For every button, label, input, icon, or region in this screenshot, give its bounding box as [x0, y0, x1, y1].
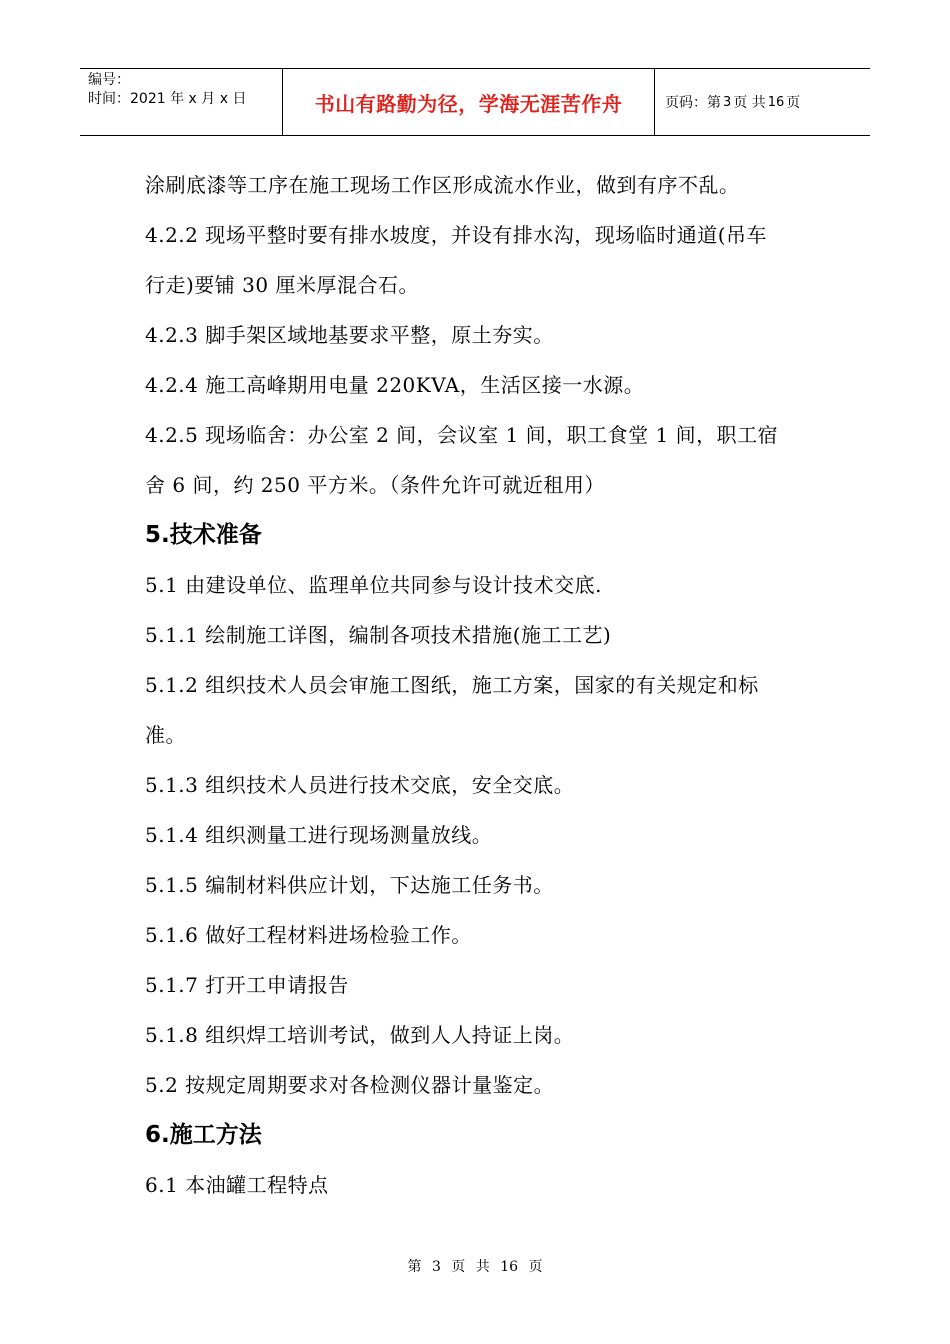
paragraph-line: 5.1.5 编制材料供应计划，下达施工任务书。	[145, 873, 554, 897]
page-total: 16	[767, 94, 785, 110]
page-label-prefix: 页码：第	[665, 95, 721, 111]
paragraph-line: 5.1 由建设单位、监理单位共同参与设计技术交底.	[145, 573, 603, 597]
page-current: 3	[723, 94, 732, 110]
paragraph-line: 4.2.2 现场平整时要有排水坡度，并设有排水沟，现场临时通道(吊车	[145, 223, 768, 247]
paragraph-line: 4.2.5 现场临舍：办公室 2 间，会议室 1 间，职工食堂 1 间，职工宿	[145, 423, 779, 447]
paragraph-line: 4.2.4 施工高峰期用电量 220KVA，生活区接一水源。	[145, 373, 645, 397]
section-heading-6: 6.施工方法	[145, 1122, 262, 1148]
paragraph-line: 5.1.6 做好工程材料进场检验工作。	[145, 923, 472, 947]
paragraph-line: 5.1.8 组织焊工培训考试，做到人人持证上岗。	[145, 1023, 575, 1047]
paragraph-line: 涂刷底漆等工序在施工现场工作区形成流水作业，做到有序不乱。	[145, 173, 740, 197]
paragraph-line: 舍 6 间，约 250 平方米。（条件允许可就近租用）	[145, 473, 605, 497]
header-meta	[80, 69, 282, 135]
paragraph-line: 5.1.3 组织技术人员进行技术交底，安全交底。	[145, 773, 575, 797]
paragraph-line: 5.2 按规定周期要求对各检测仪器计量鉴定。	[145, 1073, 555, 1097]
page-header	[80, 68, 870, 136]
header-page-number	[655, 69, 870, 135]
page-label-mid: 页 共	[733, 95, 766, 111]
paragraph-line: 准。	[145, 723, 186, 747]
paragraph-line: 5.1.4 组织测量工进行现场测量放线。	[145, 823, 493, 847]
section-heading-5: 5.技术准备	[145, 522, 262, 548]
code-label: 编号：	[88, 72, 130, 88]
paragraph-line: 5.1.1 绘制施工详图，编制各项技术措施(施工工艺)	[145, 623, 612, 647]
paragraph-line: 4.2.3 脚手架区域地基要求平整，原土夯实。	[145, 323, 554, 347]
paragraph-line: 5.1.7 打开工申请报告	[145, 973, 349, 997]
header-motto: 书山有路勤为径，学海无涯苦作舟	[282, 69, 655, 135]
paragraph-line: 5.1.2 组织技术人员会审施工图纸，施工方案，国家的有关规定和标	[145, 673, 759, 697]
page-label-suffix: 页	[786, 95, 801, 111]
document-body	[145, 160, 817, 1210]
paragraph-line: 行走)要铺 30 厘米厚混合石。	[145, 273, 419, 297]
paragraph-line: 6.1 本油罐工程特点	[145, 1173, 329, 1197]
page-footer: 第 3 页 共 16 页	[407, 1259, 543, 1275]
time-label: 时间：2021 年 x 月 x 日	[88, 91, 247, 107]
